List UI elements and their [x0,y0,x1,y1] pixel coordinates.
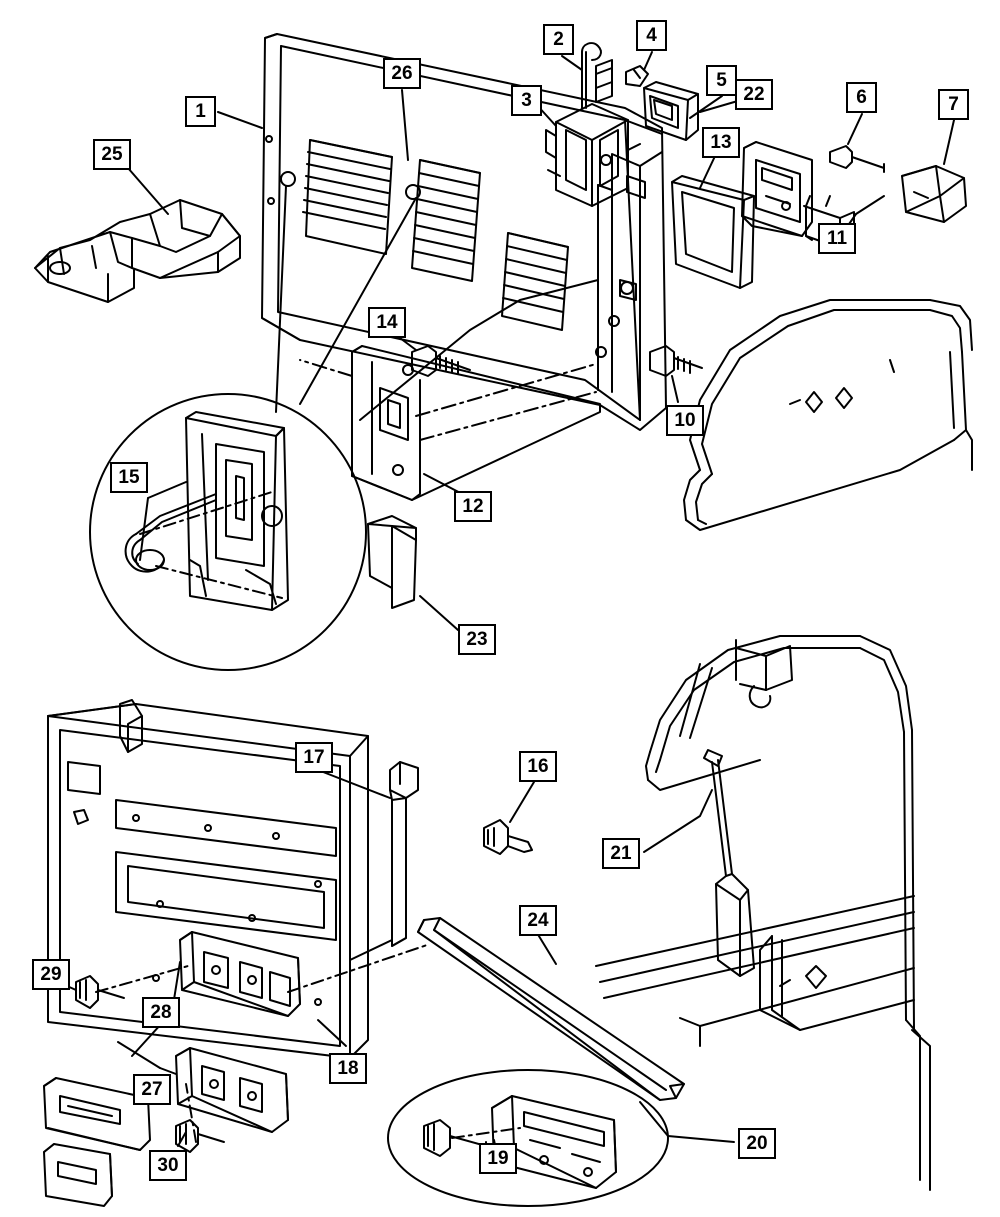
part-17-hinge-arm [350,762,418,960]
callout-3[interactable]: 3 [511,85,542,116]
callout-21[interactable]: 21 [602,838,640,869]
callout-17[interactable]: 17 [295,742,333,773]
callout-16[interactable]: 16 [519,751,557,782]
leader-detail-15c [360,280,598,420]
part-10-bolt [650,346,702,376]
part-6-bolt [830,146,884,172]
part-16-screw [484,820,532,854]
part-23-bumper [368,516,416,608]
leader-15 [148,482,186,498]
leader-2 [562,56,582,70]
part-28-upper-hinge [180,932,300,1016]
leader-4 [644,52,652,70]
callout-2[interactable]: 2 [543,24,574,55]
callout-19[interactable]: 19 [479,1143,517,1174]
callout-30[interactable]: 30 [149,1150,187,1181]
part-12-inner-panel [352,346,600,500]
leader-25 [128,168,168,214]
callout-13[interactable]: 13 [702,127,740,158]
body-opening-lower [596,636,930,1190]
leader-26 [402,90,408,160]
callout-6[interactable]: 6 [846,82,877,113]
part-29-screw [76,976,124,1008]
detail-20-axis [452,1128,520,1138]
callout-27[interactable]: 27 [133,1074,171,1105]
callout-4[interactable]: 4 [636,20,667,51]
detail-15-axis [140,492,282,598]
callout-12[interactable]: 12 [454,491,492,522]
callout-15[interactable]: 15 [110,462,148,493]
leader-detail-15b [300,198,416,404]
part-27-lower-hinge [176,1048,288,1132]
callout-20[interactable]: 20 [738,1128,776,1159]
leader-21 [644,790,712,852]
part-25-hinge-bracket [35,200,240,302]
leader-6 [848,114,862,144]
leader-18 [318,1020,346,1046]
leader-1 [218,112,262,128]
callout-24[interactable]: 24 [519,905,557,936]
leader-20 [668,1136,734,1142]
callout-5[interactable]: 5 [706,65,737,96]
leader-23 [420,596,458,630]
part-24-seal-strip [418,918,684,1100]
detail-circle-15 [90,394,366,670]
callout-18[interactable]: 18 [329,1053,367,1084]
leader-16 [510,782,534,822]
detail-ellipse-20 [388,1070,668,1206]
part-7-striker-cover [902,166,966,222]
part-21-gas-strut [704,750,754,976]
callout-10[interactable]: 10 [666,405,704,436]
leader-10 [672,376,678,402]
callout-14[interactable]: 14 [368,307,406,338]
callout-22[interactable]: 22 [735,79,773,110]
callout-23[interactable]: 23 [458,624,496,655]
leader-7 [944,120,954,164]
callout-29[interactable]: 29 [32,959,70,990]
leader-17 [318,770,390,798]
callout-25[interactable]: 25 [93,139,131,170]
callout-28[interactable]: 28 [142,997,180,1028]
part-2-latch-rod [582,43,612,108]
callout-11[interactable]: 11 [818,223,856,254]
callout-26[interactable]: 26 [383,58,421,89]
callout-1[interactable]: 1 [185,96,216,127]
callout-7[interactable]: 7 [938,89,969,120]
